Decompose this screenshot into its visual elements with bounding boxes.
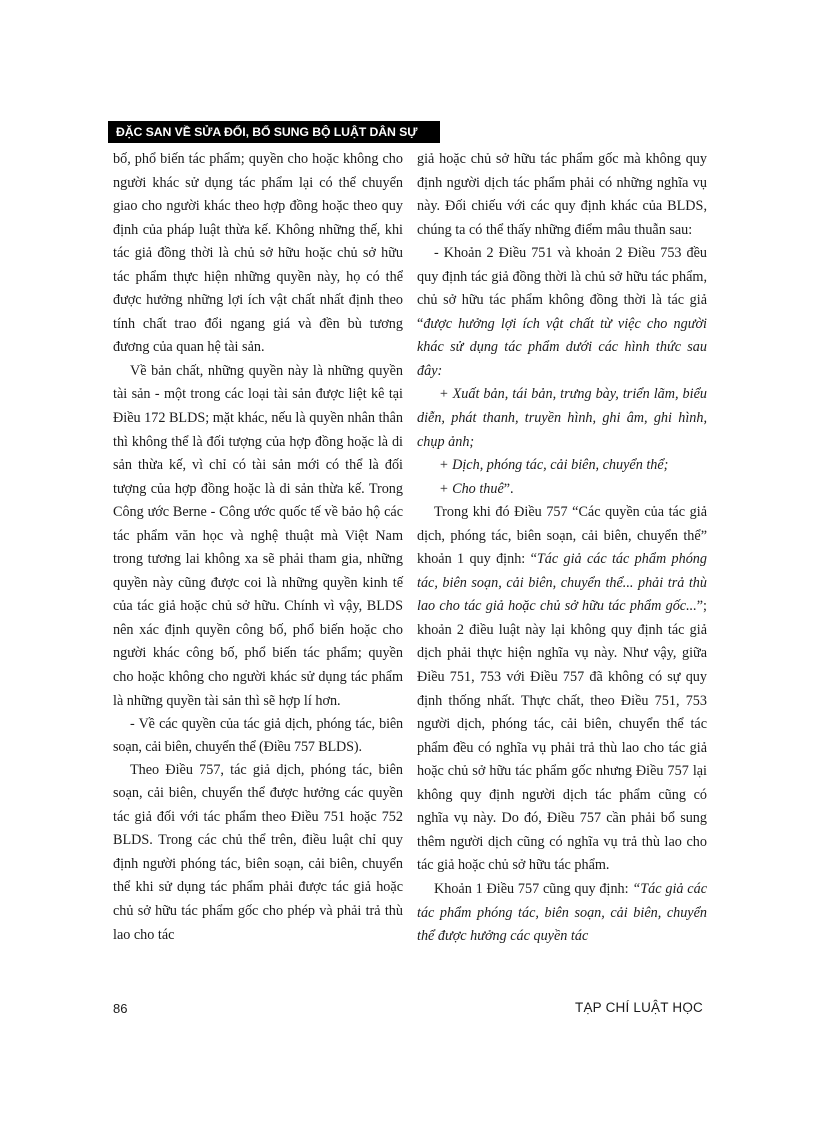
quoted-italic-text: được hưởng lợi ích vật chất từ việc cho người khác sử dụng tác phẩm dưới các hình thức sau đây: — [417, 315, 707, 379]
left-column — [113, 148, 403, 947]
section-header-bar — [108, 121, 440, 143]
paragraph — [417, 501, 707, 878]
paragraph-text: Trong khi đó Điều 757 “Các quyền của tác giả dịch, phóng tác, biên soạn, cải biên, chuyển thể” khoản 1 quy định: “ — [417, 504, 707, 568]
list-item — [417, 454, 707, 478]
quoted-italic-text: Tác giả các tác phẩm phóng tác, biên soạn, cải biên, chuyển thể... phải trả thù lao cho tác giả hoặc chủ sở hữu tác phẩm gốc... — [417, 551, 707, 615]
paragraph: Về bản chất, những quyền này là những quyền tài sản - một trong các loại tài sản được liệt kê tại Điều 172 BLDS; mặt khác, nếu là quyền nhân thân thì không thể là đối tượng của hợp đồng hoặc là di sản thừa kế, vì chỉ có tài sản mới có thể là đối tượng của hợp đồng hoặc là di sản thừa kế. Trong Công ước Berne - Công ước quốc tế về bảo hộ các tác phẩm văn học và nghệ thuật mà Việt Nam trong tương lai không xa sẽ phải tham gia, những quyền này cũng được coi là những quyền kinh tế của tác giả hoặc chủ sở hữu. Chính vì vậy, BLDS nên xác định quyền công bố, phổ biến hoặc cho người khác công bố, phổ biến tác phẩm; quyền cho hoặc không cho người khác sử dụng tác phẩm là những quyền tài sản thì sẽ hợp lí hơn. — [113, 362, 403, 709]
paragraph-text: - Khoản 2 Điều 751 và khoản 2 Điều 753 đều quy định tác giả đồng thời là chủ sở hữu tác phẩm, chủ sở hữu tác phẩm không đồng thời là tác giả “ — [417, 245, 707, 332]
journal-name: TẠP CHÍ LUẬT HỌC — [575, 1000, 703, 1015]
list-item — [417, 383, 707, 454]
list-item — [417, 478, 707, 502]
list-item-text: + Dịch, phóng tác, cải biên, chuyển thể; — [439, 457, 669, 474]
quoted-italic-text: “Tác giả các tác phẩm phóng tác, biên soạn, cải biên, chuyển thể được hưởng các quyền tác — [417, 880, 707, 945]
paragraph: bố, phổ biến tác phẩm; quyền cho hoặc không cho người khác sử dụng tác phẩm lại có thể chuyển giao cho người khác theo hợp đồng hoặc theo quy định của pháp luật thừa kế. Không những thế, khi tác giả đồng thời là chủ sở hữu hoặc chủ sở hữu tác phẩm thực hiện những quyền này, họ có thể được hưởng những lợi ích vật chất nhất định theo tính chất trao đổi ngang giá và đền bù tương đương của quan hệ tài sản. — [113, 151, 403, 356]
paragraph — [417, 242, 707, 383]
paragraph-text: Khoản 1 Điều 757 cũng quy định: — [434, 880, 633, 897]
list-item-end: ”. — [503, 480, 514, 497]
page-number: 86 — [113, 1001, 128, 1016]
paragraph-text: ”; khoản 2 điều luật này lại không quy định tác giả dịch phải thực hiện nghĩa vụ này. Như vậy, giữa Điều 751, 753 với Điều 757 đã không có sự quy định thống nhất. Thực chất, theo Điều 751, 753 người dịch, phóng tác, cải biên, chuyển thể tác phẩm đều có nghĩa vụ phải trả thù lao cho tác giả hoặc chủ sở hữu tác phẩm gốc nhưng Điều 757 lại không quy định người dịch tác phẩm cũng có nghĩa vụ này. Do đó, Điều 757 cần phải bổ sung thêm người dịch cũng có nghĩa vụ trả thù lao cho tác giả hoặc chủ sở hữu tác phẩm. — [417, 598, 707, 874]
paragraph — [417, 878, 707, 949]
right-column — [417, 148, 707, 949]
list-item-text: + Xuất bản, tái bản, trưng bày, triển lãm, biểu diễn, phát thanh, truyền hình, ghi âm, ghi hình, chụp ảnh; — [417, 386, 707, 450]
paragraph: Theo Điều 757, tác giả dịch, phóng tác, biên soạn, cải biên, chuyển thể được hưởng các quyền tác giả đối với tác phẩm theo Điều 751 hoặc 752 BLDS. Trong các chủ thể trên, điều luật chỉ quy định người phóng tác, biên soạn, cải biên, chuyển thể khi sử dụng tác phẩm phải được tác giả hoặc chủ sở hữu tác phẩm gốc cho phép và phải trả thù lao cho tác — [113, 761, 403, 943]
paragraph: giả hoặc chủ sở hữu tác phẩm gốc mà không quy định người dịch tác phẩm phải có những nghĩa vụ này. Đối chiếu với các quy định khác của BLDS, chúng ta có thể thấy những điểm mâu thuẫn sau: — [417, 151, 707, 238]
section-header-title: ĐẶC SAN VỀ SỬA ĐỔI, BỔ SUNG BỘ LUẬT DÂN SỰ — [116, 125, 418, 139]
paragraph: - Về các quyền của tác giả dịch, phóng tác, biên soạn, cải biên, chuyển thể (Điều 757 BLDS). — [113, 716, 403, 755]
list-item-text: + Cho thuê — [439, 480, 504, 497]
